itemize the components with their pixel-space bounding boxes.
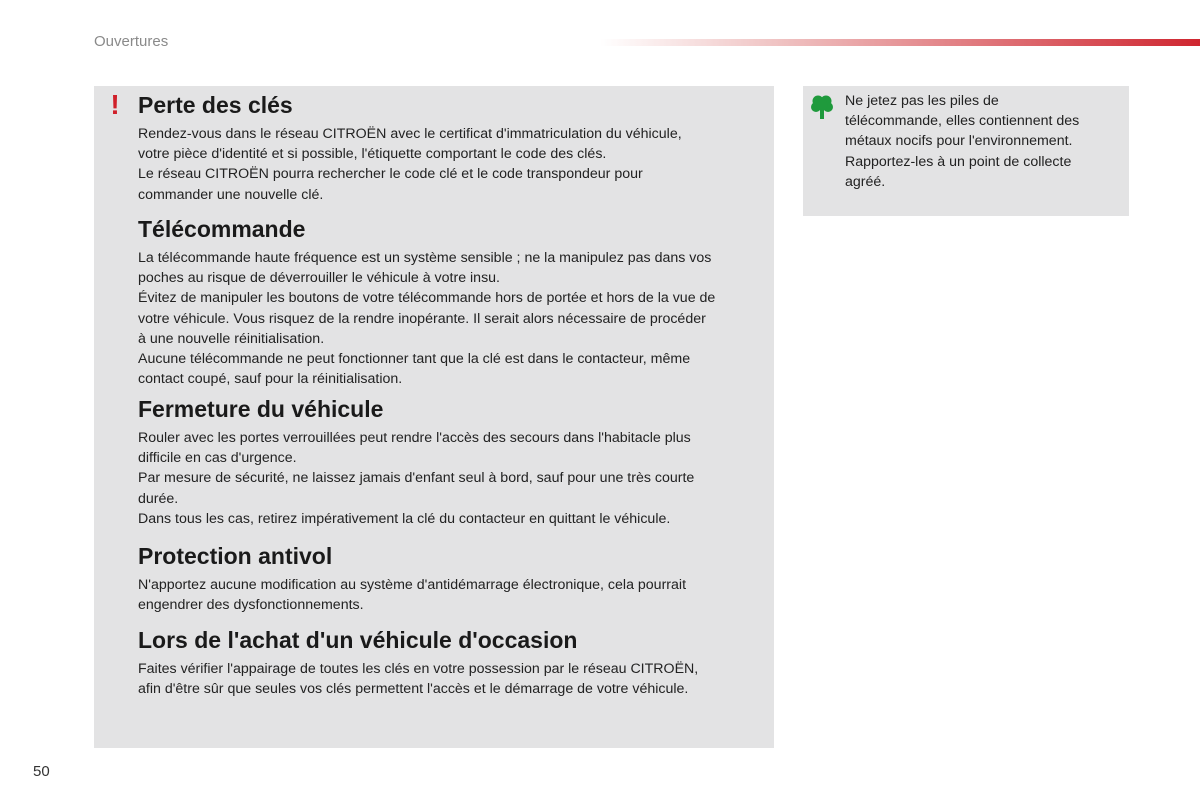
main-info-box	[94, 86, 774, 748]
section-used-vehicle	[138, 626, 768, 699]
paragraph-line: afin d'être sûr que seules vos clés permettent l'accès et le démarrage de votre véhicule.	[138, 681, 689, 698]
tree-icon	[811, 94, 833, 120]
eco-note-line: agréé.	[845, 173, 886, 190]
page-number: 50	[33, 763, 50, 780]
warning-icon: !	[110, 89, 120, 120]
eco-note-line: Rapportez-les à un point de collecte	[845, 153, 1072, 170]
paragraph-line: Évitez de manipuler les boutons de votre télécommande hors de portée et hors de la vue de	[138, 290, 716, 307]
section-title: Fermeture du véhicule	[138, 396, 384, 422]
paragraph-line: Aucune télécommande ne peut fonctionner tant que la clé est dans le contacteur, même	[138, 351, 691, 368]
header-accent-bar	[600, 39, 1200, 46]
paragraph-line: Par mesure de sécurité, ne laissez jamais d'enfant seul à bord, sauf pour une très courte	[138, 470, 695, 487]
paragraph-line: engendrer des dysfonctionnements.	[138, 597, 364, 614]
paragraph-line: à une nouvelle réinitialisation.	[138, 330, 325, 347]
paragraph-line: poches au risque de déverrouiller le véhicule à votre insu.	[138, 270, 500, 287]
paragraph-line: Rendez-vous dans le réseau CITROËN avec le certificat d'immatriculation du véhicule,	[138, 126, 682, 142]
paragraph-line: difficile en cas d'urgence.	[138, 450, 297, 467]
paragraph-line: Le réseau CITROËN pourra rechercher le code clé et le code transpondeur pour	[138, 166, 643, 183]
eco-note-text	[845, 91, 1115, 192]
section-title: Télécommande	[138, 216, 306, 242]
paragraph-line: contact coupé, sauf pour la réinitialisation.	[138, 371, 403, 388]
eco-note-box	[803, 86, 1129, 216]
eco-note-line: télécommande, elles contiennent des	[845, 113, 1080, 130]
eco-note-line: Ne jetez pas les piles de	[845, 93, 999, 109]
section-lost-keys	[138, 91, 768, 205]
section-title: Perte des clés	[138, 92, 293, 118]
paragraph-line: La télécommande haute fréquence est un système sensible ; ne la manipulez pas dans vos	[138, 250, 712, 266]
section-vehicle-locking	[138, 395, 768, 529]
section-title: Protection antivol	[138, 543, 333, 569]
section-antitheft	[138, 542, 768, 615]
paragraph-line: commander une nouvelle clé.	[138, 186, 324, 203]
paragraph-line: N'apportez aucune modification au système d'antidémarrage électronique, cela pourrait	[138, 577, 687, 593]
paragraph-line: Dans tous les cas, retirez impérativement la clé du contacteur en quittant le véhicule.	[138, 510, 671, 527]
section-title: Lors de l'achat d'un véhicule d'occasion	[138, 627, 578, 653]
paragraph-line: Rouler avec les portes verrouillées peut rendre l'accès des secours dans l'habitacle plus	[138, 430, 691, 446]
eco-note-line: métaux nocifs pour l'environnement.	[845, 133, 1073, 150]
paragraph-line: durée.	[138, 490, 179, 507]
header-section-label: Ouvertures	[94, 33, 169, 50]
paragraph-line: votre pièce d'identité et si possible, l'étiquette comportant le code des clés.	[138, 146, 607, 163]
paragraph-line: votre véhicule. Vous risquez de la rendre inopérante. Il serait alors nécessaire de procéder	[138, 310, 706, 327]
section-remote	[138, 215, 768, 389]
paragraph-line: Faites vérifier l'appairage de toutes les clés en votre possession par le réseau CITROËN,	[138, 661, 699, 677]
